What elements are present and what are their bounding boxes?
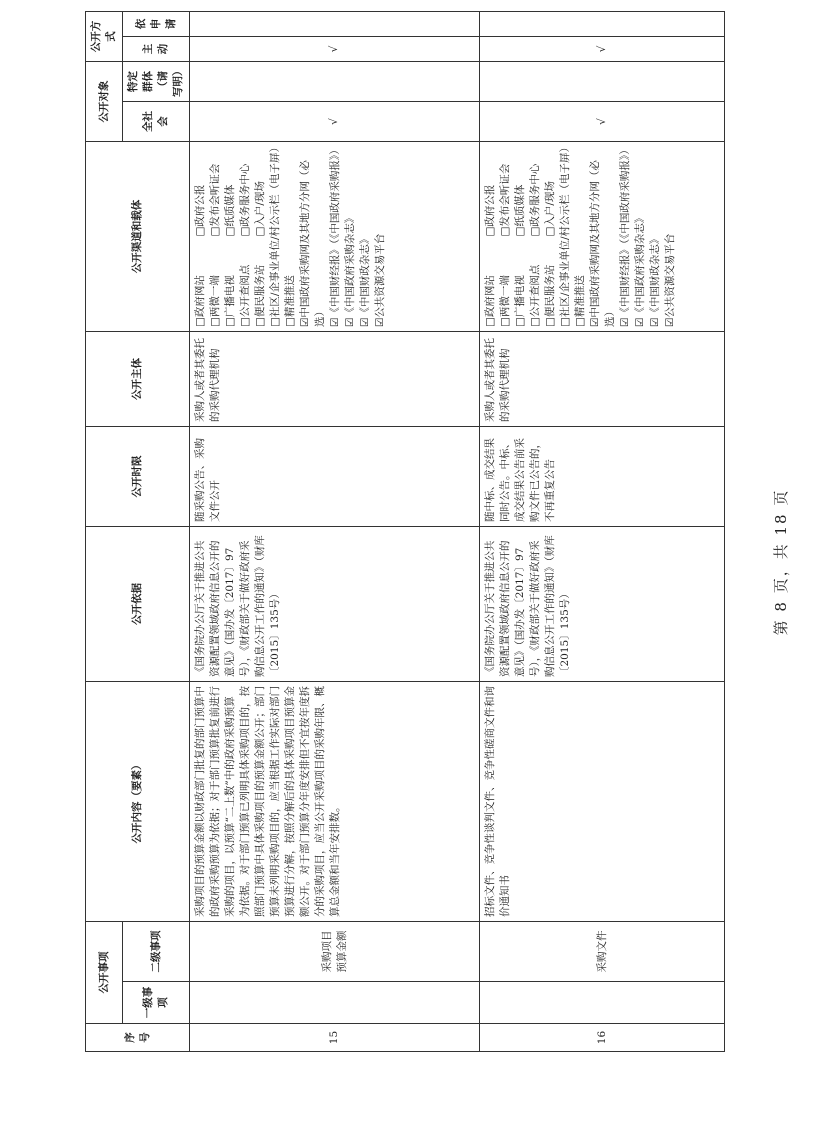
row-subject: 采购人或者其委托的采购代理机构: [480, 332, 725, 427]
header-level2: 二级事项: [123, 922, 190, 982]
row-time: 随采购公告、采购文件公开: [190, 427, 480, 527]
channel-option: ☑中国政府采购网及其地方分网（必选）: [589, 160, 616, 327]
channel-option: □入户/现场: [254, 181, 266, 237]
channel-option: □政府网站: [484, 275, 496, 327]
row-mode-active: √: [480, 37, 725, 62]
header-mode-apply: 依申请: [123, 12, 190, 37]
row-target-special: [190, 62, 480, 102]
row-subject: 采购人或者其委托的采购代理机构: [190, 332, 480, 427]
header-mode-active: 主动: [123, 37, 190, 62]
row-level1: [480, 982, 725, 1024]
channel-option: □社区/企事业单位/村公示栏（电子屏）: [559, 142, 571, 327]
row-level2: 采购项目预算金额: [190, 922, 480, 982]
disclosure-table: [85, 11, 725, 1052]
page-footer: 第 8 页，共 18 页: [772, 488, 790, 636]
row-basis: 《国务院办公厅关于推进公共资源配置领域政府信息公开的意见》（国办发〔2017〕97号），《财政部关于做好政府采购信息公开工作的通知》（财库〔2015〕135号）: [190, 527, 480, 682]
channel-option: □公开查阅点: [239, 264, 251, 327]
channel-option: ☑公共资源交易平台: [374, 233, 386, 327]
channel-option: □广播电视: [224, 275, 236, 327]
channel-option: □社区/企事业单位/村公示栏（电子屏）: [269, 142, 281, 327]
header-target-special: 特定群体（请写明）: [123, 62, 190, 102]
row-mode-active: √: [190, 37, 480, 62]
channel-option: □两微一端: [209, 275, 221, 327]
header-target: 公开对象: [86, 62, 123, 142]
channel-option: □政务服务中心: [239, 163, 251, 237]
header-time: 公开时限: [86, 427, 190, 527]
channel-option: ☑中国政府采购网及其地方分网（必选）: [299, 160, 326, 327]
row-seq: 15: [190, 1024, 480, 1052]
channel-option: □两微一端: [499, 275, 511, 327]
table-row: [190, 12, 480, 1052]
row-mode-apply: [190, 12, 480, 37]
channel-option: □政务服务中心: [529, 163, 541, 237]
row-mode-apply: [480, 12, 725, 37]
channel-option: ☑《中国政府采购杂志》: [344, 212, 356, 327]
header-channel: 公开渠道和载体: [86, 142, 190, 332]
channel-option: □政府公报: [194, 184, 206, 237]
table-row: [480, 12, 725, 1052]
channel-option: □发布会听证会: [499, 163, 511, 237]
header-matter: 公开事项: [86, 922, 123, 1024]
channel-option: □入户/现场: [544, 181, 556, 237]
channel-option: ☑《中国财政杂志》: [649, 233, 661, 327]
channel-option: ☑《中国财政杂志》: [359, 233, 371, 327]
header-target-all: 全社会: [123, 102, 190, 142]
header-subject: 公开主体: [86, 332, 190, 427]
row-content: 招标文件、竞争性谈判文件、竞争性磋商文件和询价通知书: [480, 682, 725, 922]
header-basis: 公开依据: [86, 527, 190, 682]
header-mode: 公开方式: [86, 12, 123, 62]
channel-option: ☑《中国财经报》（《中国政府采购报》）: [329, 144, 341, 327]
channel-option: □便民服务站: [544, 264, 556, 327]
header-row-1: [86, 12, 123, 1052]
channel-option: ☑《中国财经报》（《中国政府采购报》）: [619, 144, 631, 327]
channel-option: □精准推送: [284, 275, 296, 327]
channel-option: □纸质媒体: [224, 184, 236, 237]
channel-option: □发布会听证会: [209, 163, 221, 237]
channel-option: ☑公共资源交易平台: [664, 233, 676, 327]
row-channels: [480, 142, 725, 332]
row-content: 采购项目的预算金额以财政部门批复的部门预算中的政府采购预算为依据；对于部门预算批复前进行采购的项目，以预算“二上数”中的政府采购预算为依据。对于部门预算已列明具体采购项目的，按照部门预算中具体采购项目的预算金额公开；部门预算未列明采购项目的，应当根据工作实际对部门预算进行分解，按照分解后的具体采购项目预算金额公开。对于部门预算分年度安排但不宜按年度拆分的采购项目，应当公开采购项目的采购年限、概算总金额和当年安排数。: [190, 682, 480, 922]
channel-option: ☑《中国政府采购杂志》: [634, 212, 646, 327]
channel-list: [193, 142, 388, 327]
row-basis: 《国务院办公厅关于推进公共资源配置领域政府信息公开的意见》（国办发〔2017〕97号），《财政部关于做好政府采购信息公开工作的通知》（财库〔2015〕135号）: [480, 527, 725, 682]
row-target-special: [480, 62, 725, 102]
row-seq: 16: [480, 1024, 725, 1052]
row-target-all: √: [190, 102, 480, 142]
header-content: 公开内容（要素）: [86, 682, 190, 922]
header-seq: 序号: [86, 1024, 190, 1052]
header-level1: 一级事项: [123, 982, 190, 1024]
row-level1: [190, 982, 480, 1024]
row-channels: [190, 142, 480, 332]
row-target-all: √: [480, 102, 725, 142]
channel-option: □纸质媒体: [514, 184, 526, 237]
row-level2: 采购文件: [480, 922, 725, 982]
channel-option: □政府网站: [194, 275, 206, 327]
channel-option: □公开查阅点: [529, 264, 541, 327]
row-time: 随中标、成交结果同时公告。中标、成交结果公告前采购文件已公告的，不再重复公告: [480, 427, 725, 527]
channel-option: □政府公报: [484, 184, 496, 237]
channel-list: [483, 142, 678, 327]
channel-option: □广播电视: [514, 275, 526, 327]
channel-option: □便民服务站: [254, 264, 266, 327]
channel-option: □精准推送: [574, 275, 586, 327]
